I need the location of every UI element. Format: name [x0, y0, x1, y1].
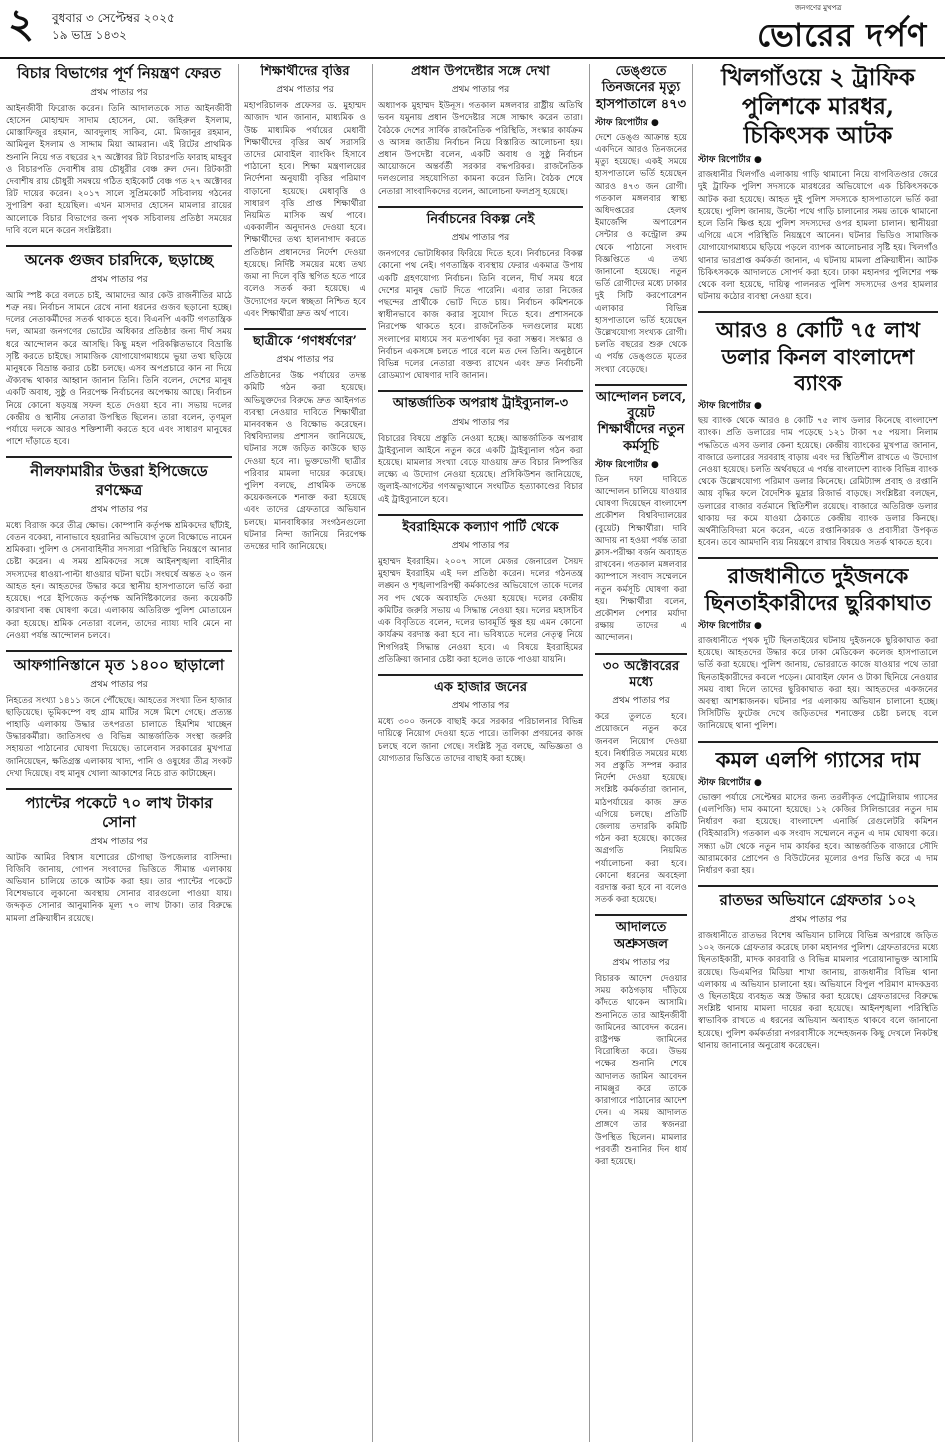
article-kalyan-party	[378, 514, 583, 666]
headline: আফগানিস্তানে মৃত ১৪০০ ছাড়ালো	[13, 655, 225, 674]
continued-label: প্রথম পাতার পর	[612, 957, 670, 968]
continued-label: প্রথম পাতার পর	[90, 836, 148, 847]
article-tribunal	[378, 390, 583, 505]
column-divider	[372, 64, 373, 1442]
article-body: মহাপরিচালক প্রফেসর ড. মুহাম্মদ আজাদ খান জানান, মাধ্যমিক ও উচ্চ মাধ্যমিক পর্যায়ের মেধাবী শিক্ষার্থীদের বৃত্তির অর্থ সরাসরি তাদের মোবাইল ব্যাংকিং হিসাবে পাঠানো হবে। শিক্ষা মন্ত্রণালয়ের নির্দেশনা অনুযায়ী বৃত্তির পরিমাণ বাড়ানো হয়েছে। মেধাবৃত্তি ও সাধারণ বৃত্তি প্রাপ্ত শিক্ষার্থীরা নিয়মিত মাসিক অর্থ পাবে। এককালীন অনুদানও দেওয়া হবে। শিক্ষার্থীদের তথ্য হালনাগাদ করতে প্রতিষ্ঠান প্রধানদের নির্দেশ দেওয়া হয়েছে। নির্দিষ্ট সময়ের মধ্যে তথ্য জমা না দিলে বৃত্তি স্থগিত হতে পারে বলেও সতর্ক করা হয়েছে। এ উদ্যোগের ফলে স্বচ্ছতা নিশ্চিত হবে এবং শিক্ষার্থীরা দ্রুত অর্থ পাবে।	[244, 101, 366, 319]
article-body: রাজধানীতে পৃথক দুটি ছিনতাইয়ের ঘটনায় দুইজনকে ছুরিকাঘাত করা হয়েছে। আহতদের উদ্ধার করে ঢাকা মেডিকেল কলেজ হাসপাতালে ভর্তি করা হয়েছে। পুলিশ জানায়, ভোররাতে কাজে যাওয়ার পথে তারা ছিনতাইকারীদের কবলে পড়েন। মোবাইল ফোন ও টাকা ছিনিয়ে নেওয়ার সময় বাধা দিলে তাদের ছুরিকাঘাত করা হয়। আহতদের একজনের অবস্থা আশঙ্কাজনক। ঘটনার পর এলাকায় অভিযান চালানো হচ্ছে। সিসিটিভি ফুটেজ দেখে জড়িতদের শনাক্তের চেষ্টা চলছে বলে জানিয়েছে থানা পুলিশ।	[698, 635, 938, 732]
article-body: রাজধানীতে রাতভর বিশেষ অভিযান চালিয়ে বিভিন্ন অপরাধে জড়িত ১০২ জনকে গ্রেফতার করেছে ঢাকা মহানগর পুলিশ। গ্রেফতারদের মধ্যে ছিনতাইকারী, মাদক কারবারি ও বিভিন্ন মামলার পরোয়ানাভুক্ত আসামি রয়েছে। ডিএমপির মিডিয়া শাখা জানায়, রাজধানীর বিভিন্ন থানা এলাকায় এ অভিযান চালানো হয়। অভিযানে বিপুল পরিমাণ মাদকদ্রব্য ও ছিনতাইয়ে ব্যবহৃত অস্ত্র উদ্ধার করা হয়েছে। গ্রেফতারদের বিরুদ্ধে সংশ্লিষ্ট থানায় মামলা দায়ের করা হয়েছে। আইনশৃঙ্খলা পরিস্থিতি স্বাভাবিক রাখতে এ ধরনের অভিযান অব্যাহত থাকবে বলে জানানো হয়েছে। পুলিশ কর্মকর্তারা নগরবাসীকে সন্দেহজনক কিছু দেখলে নিকটস্থ থানায় জানানোর অনুরোধ করেছেন।	[698, 931, 938, 1051]
article-body: নিহতের সংখ্যা ১৪১১ জনে পৌঁছেছে। আহতের সংখ্যা তিন হাজার ছাড়িয়েছে। ভূমিকম্পে বহু গ্রাম মাটির সঙ্গে মিশে গেছে। প্রত্যন্ত পাহাড়ি এলাকায় উদ্ধার তৎপরতা চালাতে হিমশিম খাচ্ছেন উদ্ধারকর্মীরা। জাতিসংঘ ও বিভিন্ন আন্তর্জাতিক সংস্থা জরুরি সহায়তা পাঠানোর ঘোষণা দিয়েছে। তালেবান সরকারের মুখপাত্র জানিয়েছেন, ক্ষতিগ্রস্ত এলাকায় খাদ্য, পানি ও ওষুধের তীব্র সংকট দেখা দিয়েছে। বহু মানুষ খোলা আকাশের নিচে রাত কাটাচ্ছেন।	[6, 695, 232, 779]
headline: প্রধান উপদেষ্টার সঙ্গে দেখা	[411, 64, 550, 79]
reporter-byline: স্টাফ রিপোর্টার ●	[595, 459, 659, 470]
headline: নীলফামারীর উত্তরা ইপিজেডে রণক্ষেত্র	[30, 462, 208, 500]
column-5	[698, 64, 938, 1442]
headline: প্যান্টের পকেটে ৭০ লাখ টাকার সোনা	[25, 794, 213, 831]
headline: নির্বাচনের বিকল্প নেই	[426, 211, 535, 227]
logo-name: ভোরের দর্পণ	[757, 16, 928, 54]
column-divider	[589, 64, 590, 1442]
headline: ছাত্রীকে ‘গণধর্ষণের’	[253, 333, 357, 349]
article-body: করে তুলতে হবে। প্রয়োজনে নতুন করে জনবল নিয়োগ দেওয়া হবে। নির্ধারিত সময়ের মধ্যে সব প্রস্তুতি সম্পন্ন করার নির্দেশ দেওয়া হয়েছে। সংশ্লিষ্ট কর্মকর্তারা জানান, মাঠপর্যায়ের কাজ দ্রুত এগিয়ে চলছে। প্রতিটি জেলায় তদারকি কমিটি গঠন করা হয়েছে। কাজের অগ্রগতি নিয়মিত পর্যালোচনা করা হবে। কোনো ধরনের অবহেলা বরদাস্ত করা হবে না বলেও সতর্ক করা হয়েছে।	[595, 712, 687, 906]
headline: কমল এলপি গ্যাসের দাম	[715, 746, 921, 772]
article-body: মধ্যে বিরাজ করে তীব্র ক্ষোভ। কোম্পানি কর্তৃপক্ষ শ্রমিকদের ছাঁটাই, বেতন বকেয়া, নানাভাবে হয়রানির অভিযোগ তুলে বিক্ষোভে নামেন শ্রমিকরা। পুলিশ ও সেনাবাহিনীর সদস্যরা পরিস্থিতি নিয়ন্ত্রণে আনার চেষ্টা করেন। এ সময় শ্রমিকদের সঙ্গে আইনশৃঙ্খলা বাহিনীর সদস্যদের ধাওয়া-পাল্টা ধাওয়ার ঘটনা ঘটে। সংঘর্ষে অন্তত ২০ জন আহত হন। আহতদের উদ্ধার করে স্থানীয় হাসপাতালে ভর্তি করা হয়েছে। পরে ইপিজেড কর্তৃপক্ষ অনির্দিষ্টকালের জন্য কয়েকটি কারখানা বন্ধ ঘোষণা করে। এলাকায় অতিরিক্ত পুলিশ মোতায়েন করা হয়েছে। শ্রমিক নেতারা বলেন, তাদের ন্যায্য দাবি মেনে না নেওয়া পর্যন্ত আন্দোলন চলবে।	[6, 520, 232, 641]
article-dollar	[698, 311, 938, 549]
logo-tagline: জনগণের মুখপত্র	[795, 4, 842, 12]
continued-label: প্রথম পাতার পর	[789, 915, 847, 926]
article-body: রাজধানীর খিলগাঁও এলাকায় গাড়ি থামানো নিয়ে বাগবিতণ্ডার জেরে দুই ট্রাফিক পুলিশ সদস্যকে মারধরের অভিযোগে এক চিকিৎসককে আটক করা হয়েছে। আহত দুই পুলিশ সদস্যকে হাসপাতালে ভর্তি করা হয়েছে। পুলিশ জানায়, উল্টো পথে গাড়ি চালানোর সময় তাকে থামানো হলে তিনি ক্ষিপ্ত হয়ে পুলিশ সদস্যদের ওপর হামলা চালান। স্থানীয়রা এগিয়ে এসে পরিস্থিতি নিয়ন্ত্রণে আনেন। ঘটনার ভিডিও সামাজিক যোগাযোগমাধ্যমে ছড়িয়ে পড়লে ব্যাপক আলোচনার সৃষ্টি হয়। খিলগাঁও থানার ভারপ্রাপ্ত কর্মকর্তা জানান, এ ঘটনায় মামলা প্রক্রিয়াধীন। আটক চিকিৎসককে আদালতে সোপর্দ করা হবে। ঢাকা মহানগর পুলিশের পক্ষ থেকে বলা হয়েছে, দায়িত্ব পালনরত পুলিশ সদস্যদের ওপর হামলার ঘটনায় কঠোর ব্যবস্থা নেওয়া হবে।	[698, 170, 938, 303]
article-body: আইনজীবী ফিরোজ করেন। তিনি আদালতকে সাত আইনজীবী হোসেন মোহাম্মদ সাদাম হোসেন, মো. জহিরুল ইসলাম, মোস্তাফিজুর রহমান, আবদুলাহ সাকিব, মো. মিজানুর রহমান, আমিনুল ইসলাম ও সাদ্দাম মিয়া আমরান। এই রিটের প্রাথমিক শুনানি নিয়ে গত বছরের ২৭ অক্টোবর রিট বিচারপতি ফারাহ মাহবুব ও বিচারপতি দেবাশীষ রায় চৌধুরীর বেঞ্চ রুল দেন। রিটকারী দেবাশীষ রায় চৌধুরী সমন্বয়ে গঠিত হাইকোর্ট বেঞ্চ গত ২৭ অক্টোবর রিট দায়ের করেন। ২০১৭ সালে সুপ্রিমকোর্ট সচিবালয় গঠনের সুপারিশ করা হয়েছিল। এখন মাসদার হোসেন মামলার রায়ের আলোকে বিচার বিভাগের জন্য পৃথক সচিবালয় প্রতিষ্ঠা সময়ের দাবি বলে মনে করেন সংশ্লিষ্টরা।	[6, 103, 232, 236]
article-rumours	[6, 245, 232, 448]
column-divider	[238, 64, 239, 1442]
headline: শিক্ষার্থীদের বৃত্তির	[260, 64, 350, 79]
article-khilgaon	[698, 64, 938, 303]
continued-label: প্রথম পাতার পর	[451, 233, 510, 244]
article-election	[378, 206, 583, 382]
reporter-byline: স্টাফ রিপোর্টার ●	[698, 401, 762, 412]
continued-label: প্রথম পাতার পর	[451, 701, 510, 712]
headline: আন্তর্জাতিক অপরাধ ট্রাইব্যুনাল-৩	[392, 396, 569, 412]
article-october	[595, 653, 687, 907]
headline-line2: শিক্ষার্থীদের নতুন কর্মসূচি	[597, 422, 685, 454]
newspaper-logo	[725, 2, 931, 52]
continued-label: প্রথম পাতার পর	[612, 696, 670, 707]
headline: অনেক গুজব চারদিকে, ছড়াচ্ছে	[24, 250, 214, 269]
article-body: বিচারের বিষয়ে প্রস্তুতি নেওয়া হচ্ছে। আন্তর্জাতিক অপরাধ ট্রাইব্যুনাল আইনে নতুন করে একটি ট্রাইব্যুনাল গঠন করা হয়েছে। মামলার সংখ্যা বেড়ে যাওয়ায় দ্রুত বিচার নিষ্পত্তির লক্ষ্যে এ উদ্যোগ নেওয়া হয়েছে। প্রসিকিউশন জানিয়েছে, জুলাই-আগস্টের গণঅভ্যুত্থানে সংঘটিত হত্যাকাণ্ডের বিচার এই ট্রাইব্যুনালে হবে।	[378, 433, 583, 505]
headline: এক হাজার জনের	[434, 679, 527, 695]
article-body: জনগণের ভোটাধিকার ফিরিয়ে দিতে হবে। নির্বাচনের বিকল্প কোনো পথ নেই। গণতান্ত্রিক ব্যবস্থায় ফেরার একমাত্র উপায় একটি গ্রহণযোগ্য নির্বাচন। তিনি বলেন, দীর্ঘ সময় ধরে দেশের মানুষ ভোট দিতে পারেনি। এবার তারা নিজের পছন্দের প্রার্থীকে ভোট দিতে চায়। নির্বাচন কমিশনকে স্বাধীনভাবে কাজ করার সুযোগ দিতে হবে। প্রশাসনকে নিরপেক্ষ থাকতে হবে। রাজনৈতিক দলগুলোর মধ্যে সংলাপের মাধ্যমে সব মতপার্থক্য দূর করা সম্ভব। সংস্কার ও নির্বাচন একসঙ্গে চলতে পারে বলে মত দেন তিনি। অনুষ্ঠানে বিভিন্ন দলের নেতারা বক্তব্য রাখেন এবং দ্রুত নির্বাচনী রোডম্যাপ ঘোষণার দাবি জানান।	[378, 249, 583, 382]
article-body: আমি স্পষ্ট করে বলতে চাই, আমাদের আর কেউ রাজনীতির মাঠে শত্রু নয়। নির্বাচন সামনে রেখে নানা ধরনের গুজব ছড়ানো হচ্ছে। দলের নেতাকর্মীদের সতর্ক থাকতে হবে। বিএনপি একটি গণতান্ত্রিক দল, আমরা জনগণের ভোটের অধিকার প্রতিষ্ঠার জন্য দীর্ঘ সময় ধরে আন্দোলন করে আসছি। কিছু মহল পরিকল্পিতভাবে বিভ্রান্তি সৃষ্টি করতে চাইছে। সামাজিক যোগাযোগমাধ্যমে ভুয়া তথ্য ছড়িয়ে মানুষকে বিভ্রান্ত করার চেষ্টা চলছে। এসব অপপ্রচারে কান না দিয়ে ঐক্যবদ্ধ থাকার আহ্বান জানান তিনি। তিনি বলেন, দেশের মানুষ একটি অবাধ, সুষ্ঠু ও নিরপেক্ষ নির্বাচনের অপেক্ষায় আছে। নির্বাচন নিয়ে কোনো ষড়যন্ত্র সফল হতে দেওয়া হবে না। সভায় দলের কেন্দ্রীয় ও স্থানীয় নেতারা উপস্থিত ছিলেন। তারা বলেন, তৃণমূল পর্যায়ে দলকে আরও শক্তিশালী করতে হবে এবং সাধারণ মানুষের পাশে দাঁড়াতে হবে।	[6, 290, 232, 448]
article-gold	[6, 788, 232, 925]
continued-label: প্রথম পাতার পর	[90, 274, 148, 285]
continued-label: প্রথম পাতার পর	[276, 85, 334, 96]
article-dengue	[595, 64, 687, 376]
date-line: বুধবার ৩ সেপ্টেম্বর ২০২৫	[52, 11, 175, 25]
article-student	[244, 328, 366, 553]
continued-label: প্রথম পাতার পর	[90, 504, 148, 515]
article-body: ভোক্তা পর্যায়ে সেপ্টেম্বর মাসের জন্য তরলীকৃত পেট্রোলিয়াম গ্যাসের (এলপিজি) দাম কমানো হয়েছে। ১২ কেজির সিলিন্ডারের নতুন দাম নির্ধারণ করা হয়েছে। বাংলাদেশ এনার্জি রেগুলেটরি কমিশন (বিইআরসি) গতকাল এক সংবাদ সম্মেলনে নতুন এ দাম ঘোষণা করে। সন্ধ্যা ৬টা থেকে নতুন দাম কার্যকর হবে। আন্তর্জাতিক বাজারে সৌদি আরামকোর প্রোপেন ও বিউটেনের মূল্যের ওপর ভিত্তি করে এ দাম নির্ধারণ করা হয়।	[698, 792, 938, 877]
article-body: আটক আমির বিশ্বাস যশোরের চৌগাছা উপজেলার বাসিন্দা। বিজিবি জানায়, গোপন সংবাদের ভিত্তিতে সীমান্ত এলাকায় অভিযান চালিয়ে তাকে আটক করা হয়। তার প্যান্টের পকেটে বিশেষভাবে লুকানো অবস্থায় সোনার বারগুলো পাওয়া যায়। জব্দকৃত সোনার আনুমানিক মূল্য ৭০ লাখ টাকা। তার বিরুদ্ধে মামলা প্রক্রিয়াধীন রয়েছে।	[6, 852, 232, 924]
article-buet	[595, 384, 687, 645]
continued-label: প্রথম পাতার পর	[451, 85, 510, 96]
article-mugging	[698, 557, 938, 732]
headline: ডেঙ্গুতে তিনজনের মৃত্যু	[601, 64, 681, 96]
reporter-byline: স্টাফ রিপোর্টার ●	[595, 117, 659, 128]
headline: খিলগাঁওয়ে ২ ট্রাফিক পুলিশকে মারধর, চিকিৎসক আটক	[721, 64, 915, 149]
article-body: বিচারক আদেশ দেওয়ার সময় কাঠগড়ায় দাঁড়িয়ে কাঁদতে থাকেন আসামি। শুনানিতে তার আইনজীবী জামিনের আবেদন করেন। রাষ্ট্রপক্ষ জামিনের বিরোধিতা করে। উভয় পক্ষের শুনানি শেষে আদালত জামিন আবেদন নামঞ্জুর করে তাকে কারাগারে পাঠানোর আদেশ দেন। এ সময় আদালত প্রাঙ্গণে তার স্বজনরা উপস্থিত ছিলেন। মামলার পরবর্তী শুনানির দিন ধার্য করা হয়েছে।	[595, 973, 687, 1167]
article-judiciary	[6, 64, 232, 237]
headline: আরও ৪ কোটি ৭৫ লাখ ডলার কিনল বাংলাদেশ ব্যাংক	[716, 317, 920, 395]
article-court	[595, 914, 687, 1168]
column-2	[244, 64, 366, 1442]
article-body: দেশে ডেঙ্গু আক্রান্ত হয়ে একদিনে আরও তিনজনের মৃত্যু হয়েছে। একই সময়ে হাসপাতালে ভর্তি হয়েছেন আরও ৪৭৩ জন রোগী। গতকাল মঙ্গলবার স্বাস্থ্য অধিদপ্তরের হেলথ ইমার্জেন্সি অপারেশন সেন্টার ও কন্ট্রোল রুম থেকে পাঠানো সংবাদ বিজ্ঞপ্তিতে এ তথ্য জানানো হয়েছে। নতুন ভর্তি রোগীদের মধ্যে ঢাকার দুই সিটি করপোরেশন এলাকার বিভিন্ন হাসপাতালে ভর্তি হয়েছেন উল্লেখযোগ্য সংখ্যক রোগী। চলতি বছরের শুরু থেকে এ পর্যন্ত ডেঙ্গুতে মৃতের সংখ্যা বেড়েছে।	[595, 132, 687, 375]
reporter-byline: স্টাফ রিপোর্টার ●	[698, 155, 762, 166]
headline: ইবরাহিমকে কল্যাণ পার্টি থেকে	[402, 519, 559, 535]
headline-line2: হাসপাতালে ৪৭৩	[595, 96, 687, 112]
article-thousand	[378, 674, 583, 765]
article-body: তিন দফা দাবিতে আন্দোলন চালিয়ে যাওয়ার ঘোষণা দিয়েছেন বাংলাদেশ প্রকৌশল বিশ্ববিদ্যালয়ের (বুয়েট) শিক্ষার্থীরা। দাবি আদায় না হওয়া পর্যন্ত তারা ক্লাস-পরীক্ষা বর্জন অব্যাহত রাখবেন। গতকাল মঙ্গলবার ক্যাম্পাসে সংবাদ সম্মেলনে নতুন কর্মসূচি ঘোষণা করা হয়। শিক্ষার্থীরা বলেন, প্রকৌশল পেশার মর্যাদা রক্ষায় তাদের এ আন্দোলন।	[595, 474, 687, 644]
column-3	[378, 64, 583, 1442]
article-body: প্রতিষ্ঠানের উচ্চ পর্যায়ের তদন্ত কমিটি গঠন করা হয়েছে। অভিযুক্তদের বিরুদ্ধে দ্রুত আইনগত ব্যবস্থা নেওয়ার দাবিতে শিক্ষার্থীরা মানববন্ধন ও বিক্ষোভ করেছেন। বিশ্ববিদ্যালয় প্রশাসন জানিয়েছে, ঘটনার সঙ্গে জড়িত কাউকে ছাড় দেওয়া হবে না। ভুক্তভোগী ছাত্রীর পরিবার মামলা দায়ের করেছে। পুলিশ বলছে, প্রাথমিক তদন্তে কয়েকজনকে শনাক্ত করা হয়েছে এবং তাদের গ্রেফতারে অভিযান চলছে। মানবাধিকার সংগঠনগুলো ঘটনার নিন্দা জানিয়ে নিরপেক্ষ তদন্তের দাবি জানিয়েছে।	[244, 371, 366, 552]
article-body: অধ্যাপক মুহাম্মদ ইউনূস। গতকাল মঙ্গলবার রাষ্ট্রীয় অতিথি ভবন যমুনায় প্রধান উপদেষ্টার সঙ্গে সাক্ষাৎ করেন তারা। বৈঠকে দেশের সার্বিক রাজনৈতিক পরিস্থিতি, সংস্কার কার্যক্রম ও আসন্ন জাতীয় নির্বাচন নিয়ে বিস্তারিত আলোচনা হয়। প্রধান উপদেষ্টা বলেন, একটি অবাধ ও সুষ্ঠু নির্বাচন আয়োজনে অন্তর্বর্তী সরকার বদ্ধপরিকর। রাজনৈতিক দলগুলোর সহযোগিতা কামনা করেন তিনি। বৈঠক শেষে নেতারা সাংবাদিকদের বলেন, আলোচনা ফলপ্রসূ হয়েছে।	[378, 101, 583, 197]
article-chief-adviser	[378, 64, 583, 198]
article-afghanistan	[6, 650, 232, 780]
continued-label: প্রথম পাতার পর	[451, 541, 510, 552]
headline: রাতভর অভিযানে গ্রেফতার ১০২	[719, 891, 917, 910]
article-body: মধ্যে ৩০০ জনকে বাছাই করে সরকার পরিচালনার বিভিন্ন দায়িত্বে নিয়োগ দেওয়া হতে পারে। তালিকা প্রণয়নের কাজ চলছে বলে জানা গেছে। সংশ্লিষ্ট সূত্র বলছে, অভিজ্ঞতা ও যোগ্যতার ভিত্তিতে তাদের বাছাই করা হচ্ছে।	[378, 717, 583, 764]
continued-label: প্রথম পাতার পর	[90, 87, 148, 98]
continued-label: প্রথম পাতার পর	[90, 679, 148, 690]
article-body: ছয় ব্যাংক থেকে আরও ৪ কোটি ৭৫ লাখ ডলার কিনেছে বাংলাদেশ ব্যাংক। প্রতি ডলারের দাম পড়েছে ১২১ টাকা ৭৫ পয়সা। নিলাম পদ্ধতিতে এসব ডলার কেনা হয়েছে। কেন্দ্রীয় ব্যাংকের মুখপাত্র জানান, বাজারে ডলারের সরবরাহ বাড়ায় এবং দর স্থিতিশীল রাখতে এ উদ্যোগ নেওয়া হয়েছে। চলতি অর্থবছরে এ পর্যন্ত বাংলাদেশ ব্যাংক বিভিন্ন ব্যাংক থেকে উল্লেখযোগ্য পরিমাণ ডলার কিনেছে। রেমিট্যান্স প্রবাহ ও রপ্তানি আয় বৃদ্ধির ফলে বৈদেশিক মুদ্রার রিজার্ভ বাড়ছে। সংশ্লিষ্টরা বলছেন, ডলারের বাজার বর্তমানে স্থিতিশীল রয়েছে। বাজারে অতিরিক্ত ডলার থাকায় দর কমে যাওয়া ঠেকাতে কেন্দ্রীয় ব্যাংক ডলার কিনছে। অর্থনীতিবিদরা মনে করেন, এতে রপ্তানিকারক ও প্রবাসীরা উপকৃত হবেন। তবে আমদানি ব্যয় নিয়ন্ত্রণে রাখার বিষয়েও সতর্ক থাকতে হবে।	[698, 416, 938, 549]
column-1	[6, 64, 232, 1442]
headline: ৩০ অক্টোবরের মধ্যে	[602, 658, 680, 690]
headline: আন্দোলন চলবে, বুয়েট	[595, 389, 687, 422]
continued-label: প্রথম পাতার পর	[276, 355, 334, 366]
column-4	[595, 64, 687, 1442]
reporter-byline: স্টাফ রিপোর্টার ●	[698, 777, 762, 788]
article-nilphamari	[6, 456, 232, 642]
headline: রাজধানীতে দুইজনকে ছিনতাইকারীদের ছুরিকাঘাত	[704, 563, 932, 615]
article-arrests	[698, 885, 938, 1052]
bangla-date-line: ১৯ ভাদ্র ১৪৩২	[52, 28, 127, 42]
masthead	[0, 0, 945, 58]
headline: আদালতে অশ্রুসজল	[614, 920, 668, 952]
article-lpg	[698, 741, 938, 878]
headline: বিচার বিভাগের পূর্ণ নিয়ন্ত্রণ ফেরত	[17, 64, 221, 82]
continued-label: প্রথম পাতার পর	[451, 417, 510, 428]
page-number: ২	[8, 0, 35, 47]
article-scholarship	[244, 64, 366, 320]
reporter-byline: স্টাফ রিপোর্টার ●	[698, 620, 762, 631]
column-divider	[692, 64, 693, 1442]
article-body: মুহাম্মদ ইবরাহিম। ২০০৭ সালে মেজর জেনারেল সৈয়দ মুহাম্মদ ইবরাহিম এই দল প্রতিষ্ঠা করেন। দলের গঠনতন্ত্র লঙ্ঘন ও শৃঙ্খলাপরিপন্থী কর্মকাণ্ডের অভিযোগে তাকে দলের সব পদ থেকে অব্যাহতি দেওয়া হয়েছে। দলের কেন্দ্রীয় কমিটির জরুরি সভায় এ সিদ্ধান্ত নেওয়া হয়। দলের মহাসচিব এক বিবৃতিতে বলেন, দলের ভাবমূর্তি ক্ষুণ্ণ হয় এমন কোনো কার্যক্রম বরদাস্ত করা হবে না। ভবিষ্যতে দলের নেতৃত্ব নিয়ে শিগগিরই সিদ্ধান্ত নেওয়া হবে। এ বিষয়ে ইবরাহিমের প্রতিক্রিয়া জানার চেষ্টা করা হলেও তাকে পাওয়া যায়নি।	[378, 557, 583, 665]
masthead-rule	[0, 57, 945, 59]
